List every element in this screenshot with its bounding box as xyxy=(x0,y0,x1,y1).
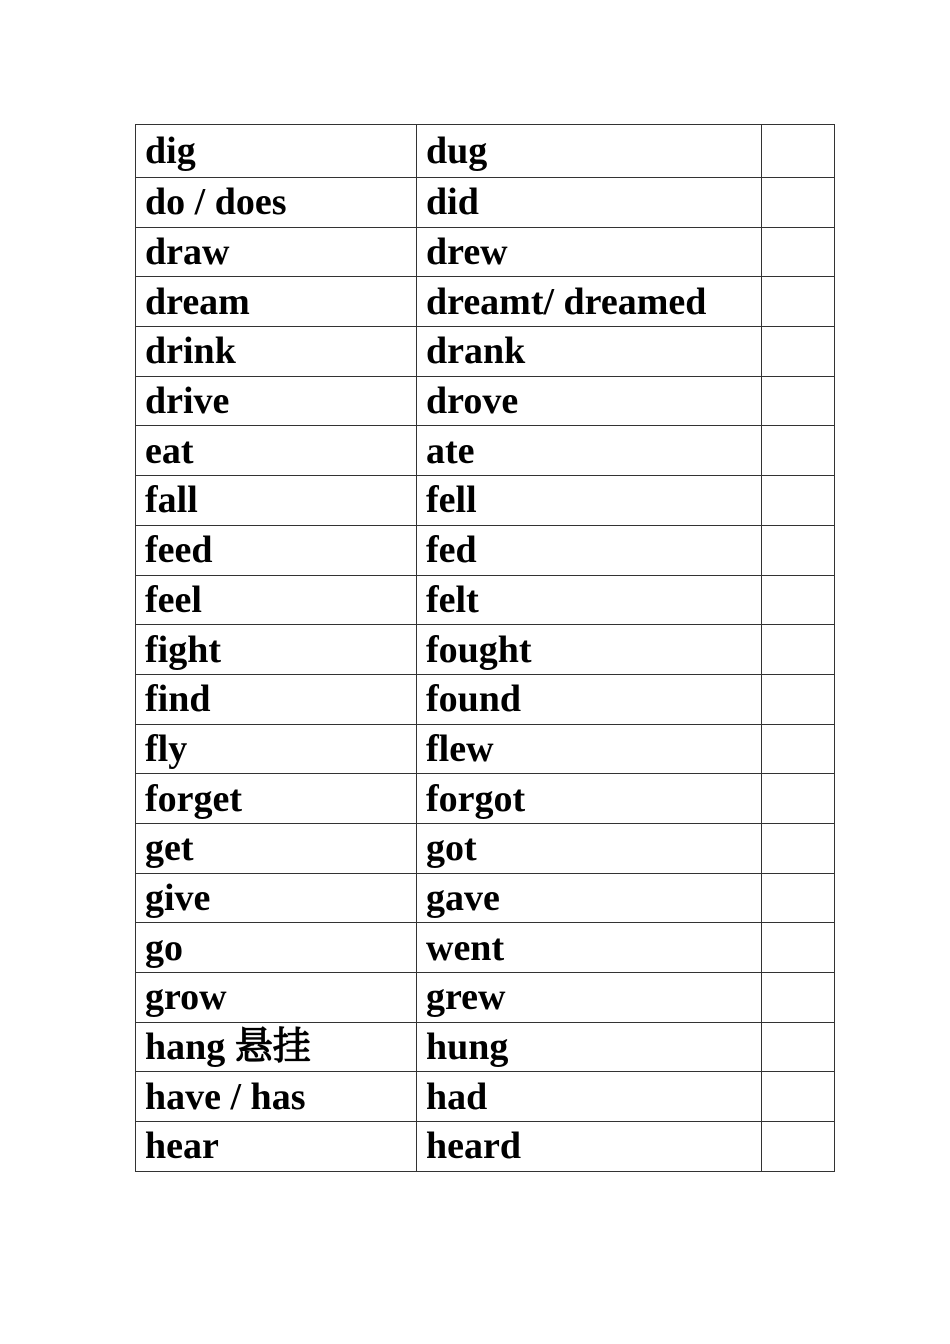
blank-cell xyxy=(762,575,835,625)
past-form-cell: went xyxy=(417,923,762,973)
past-form-cell: dreamt/ dreamed xyxy=(417,277,762,327)
blank-cell xyxy=(762,376,835,426)
base-form-cell: drink xyxy=(136,327,417,377)
past-form-cell: found xyxy=(417,674,762,724)
base-form-cell: fly xyxy=(136,724,417,774)
blank-cell xyxy=(762,1072,835,1122)
blank-cell xyxy=(762,476,835,526)
past-form-cell: felt xyxy=(417,575,762,625)
table-row xyxy=(136,277,835,327)
blank-cell xyxy=(762,724,835,774)
blank-cell xyxy=(762,873,835,923)
table-row xyxy=(136,674,835,724)
table-row xyxy=(136,178,835,228)
blank-cell xyxy=(762,973,835,1023)
base-form-cell: dream xyxy=(136,277,417,327)
base-form-cell: fall xyxy=(136,476,417,526)
base-form-cell: give xyxy=(136,873,417,923)
table-row xyxy=(136,1022,835,1072)
base-form-cell: dig xyxy=(136,125,417,178)
past-form-cell: gave xyxy=(417,873,762,923)
blank-cell xyxy=(762,178,835,228)
past-form-cell: fell xyxy=(417,476,762,526)
base-form-cell: feed xyxy=(136,525,417,575)
table-row xyxy=(136,625,835,675)
blank-cell xyxy=(762,674,835,724)
past-form-cell: had xyxy=(417,1072,762,1122)
table-row xyxy=(136,327,835,377)
table-row xyxy=(136,1122,835,1172)
past-form-cell: heard xyxy=(417,1122,762,1172)
table-row xyxy=(136,724,835,774)
table-row xyxy=(136,426,835,476)
table-row xyxy=(136,973,835,1023)
past-form-cell: fed xyxy=(417,525,762,575)
base-form-cell: go xyxy=(136,923,417,973)
blank-cell xyxy=(762,525,835,575)
table-row xyxy=(136,125,835,178)
base-form-cell: have / has xyxy=(136,1072,417,1122)
past-form-cell: fought xyxy=(417,625,762,675)
blank-cell xyxy=(762,327,835,377)
past-form-cell: hung xyxy=(417,1022,762,1072)
base-form-cell: hear xyxy=(136,1122,417,1172)
blank-cell xyxy=(762,774,835,824)
past-form-cell: flew xyxy=(417,724,762,774)
blank-cell xyxy=(762,1122,835,1172)
blank-cell xyxy=(762,823,835,873)
blank-cell xyxy=(762,277,835,327)
base-form-cell: forget xyxy=(136,774,417,824)
past-form-cell: got xyxy=(417,823,762,873)
table-row xyxy=(136,227,835,277)
past-form-cell: grew xyxy=(417,973,762,1023)
base-form-cell: get xyxy=(136,823,417,873)
blank-cell xyxy=(762,426,835,476)
table-row xyxy=(136,575,835,625)
base-form-cell: drive xyxy=(136,376,417,426)
blank-cell xyxy=(762,1022,835,1072)
irregular-verb-table xyxy=(135,124,835,1172)
past-form-cell: drank xyxy=(417,327,762,377)
table-row xyxy=(136,476,835,526)
past-form-cell: dug xyxy=(417,125,762,178)
past-form-cell: forgot xyxy=(417,774,762,824)
table-row xyxy=(136,923,835,973)
table-row xyxy=(136,873,835,923)
base-form-cell: hang 悬挂 xyxy=(136,1022,417,1072)
table-row xyxy=(136,525,835,575)
base-form-cell: do / does xyxy=(136,178,417,228)
base-form-cell: feel xyxy=(136,575,417,625)
table-row xyxy=(136,823,835,873)
table-row xyxy=(136,1072,835,1122)
base-form-cell: find xyxy=(136,674,417,724)
past-form-cell: drew xyxy=(417,227,762,277)
table-row xyxy=(136,376,835,426)
blank-cell xyxy=(762,625,835,675)
blank-cell xyxy=(762,923,835,973)
blank-cell xyxy=(762,227,835,277)
base-form-cell: grow xyxy=(136,973,417,1023)
verb-table-body xyxy=(136,125,835,1172)
blank-cell xyxy=(762,125,835,178)
base-form-cell: fight xyxy=(136,625,417,675)
base-form-cell: draw xyxy=(136,227,417,277)
table-row xyxy=(136,774,835,824)
base-form-cell: eat xyxy=(136,426,417,476)
past-form-cell: ate xyxy=(417,426,762,476)
past-form-cell: drove xyxy=(417,376,762,426)
past-form-cell: did xyxy=(417,178,762,228)
